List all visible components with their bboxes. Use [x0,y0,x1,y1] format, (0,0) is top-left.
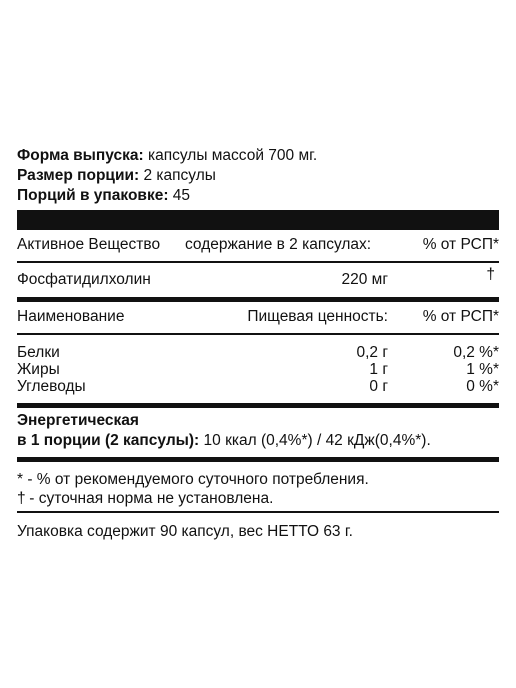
footnote-dagger-text: - суточная норма не установлена. [25,490,274,507]
serving-value: 2 капсулы [139,167,216,184]
form-line [17,146,317,166]
nutrition-col-name: Наименование [17,308,125,325]
active-col-name: Активное Вещество [17,236,161,253]
package-info: Упаковка содержит 90 капсул, вес НЕТТО 63 г. [17,523,353,540]
footnote-rsp: * - % от рекомендуемого суточного потребления. [17,471,369,488]
thick-divider [17,457,499,462]
energy-label: Энергетическая [17,412,139,429]
footnote-dagger [17,489,273,509]
nutrition-row-name: Углеводы [17,378,86,395]
nutrition-row-rsp: 0,2 %* [453,344,499,361]
active-col-amount: содержание в 2 капсулах: [185,236,372,253]
divider [17,511,499,513]
energy-label-line1 [17,411,139,431]
active-col-rsp: % от РСП* [422,236,499,253]
servings-label: Порций в упаковке: [17,187,169,204]
nutrition-row-value: 0,2 г [356,344,388,361]
nutrition-row-name: Белки [17,344,60,361]
energy-value: 10 ккал (0,4%*) / 42 кДж(0,4%*). [199,432,431,449]
servings-value: 45 [168,187,191,204]
form-value: капсулы массой 700 мг. [143,147,318,164]
divider [17,261,499,263]
active-item-amount: 220 мг [341,271,388,288]
dagger-symbol: † [17,490,26,507]
serving-line [17,166,216,186]
nutrition-col-rsp: % от РСП* [422,308,499,325]
energy-line [17,431,431,451]
nutrition-row-rsp: 1 %* [466,361,499,378]
nutrition-row-name: Жиры [17,361,60,378]
header-bar [17,210,499,230]
nutrition-col-value: Пищевая ценность: [247,308,388,325]
nutrition-row-value: 1 г [369,361,388,378]
divider [17,333,499,335]
serving-label: Размер порции: [17,167,140,184]
active-item-rsp: † [486,266,495,283]
thick-divider [17,403,499,408]
servings-line [17,186,190,206]
active-item-name: Фосфатидилхолин [17,271,151,288]
form-label: Форма выпуска: [17,147,144,164]
nutrition-row-rsp: 0 %* [466,378,499,395]
nutrition-row-value: 0 г [369,378,388,395]
energy-serving-label: в 1 порции (2 капсулы): [17,432,200,449]
thick-divider [17,297,499,302]
